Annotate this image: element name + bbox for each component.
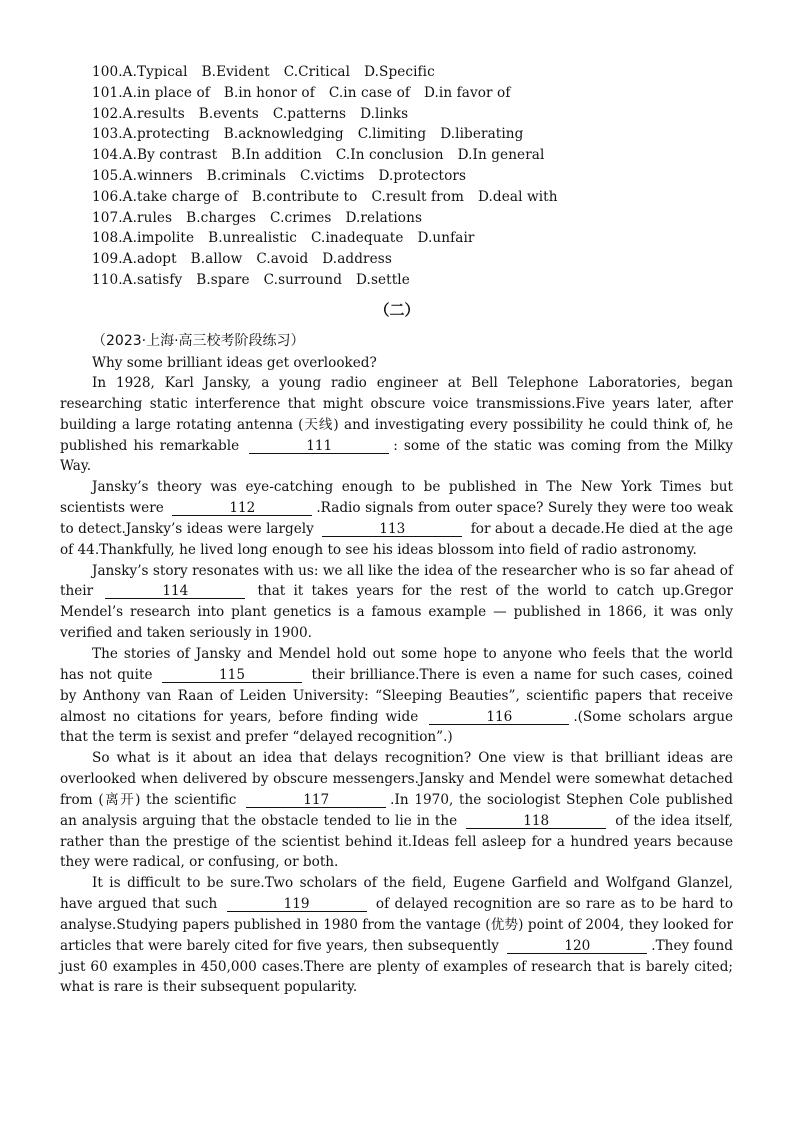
option-row-107 — [92, 208, 752, 229]
question-number: 105. — [92, 167, 123, 184]
choice-d: D.Specific — [364, 64, 435, 80]
paragraph — [60, 644, 733, 748]
choice-b: B.spare — [196, 271, 250, 288]
paragraph — [60, 561, 733, 644]
text-run: .They found just 60 examples in 450,000 cases.There are plenty of examples of research that is barely cited; what is rare is their subsequent popularity. — [60, 937, 733, 996]
choice-d: D.settle — [356, 271, 410, 288]
option-row-108 — [92, 228, 752, 249]
question-number: 100. — [92, 64, 123, 80]
option-row-105 — [92, 166, 752, 187]
text-run: Jansky’s story resonates with us: we all like the idea of the researcher who is so far ahead of their — [60, 562, 733, 600]
section-title: （二） — [374, 301, 420, 319]
choice-c: C.In conclusion — [335, 147, 444, 164]
choice-b: B.charges — [186, 209, 257, 226]
choice-d: D.protectors — [378, 167, 467, 184]
choice-d: D.links — [360, 105, 409, 122]
source-note: （2023·上海·高三校考阶段练习） — [92, 333, 305, 349]
choice-c: C.result from — [371, 188, 464, 205]
passage-title: Why some brilliant ideas get overlooked? — [92, 355, 377, 371]
question-number: 108. — [92, 230, 123, 247]
blank-114[interactable]: 114 — [105, 584, 245, 599]
choice-d: D.liberating — [440, 126, 524, 143]
text-run: of the idea itself, rather than the prestige of the scientist behind it.Ideas fell asleep for a hundred years because they were radical, or confusing, or both. — [60, 812, 733, 871]
choice-b: B.in honor of — [223, 84, 315, 101]
text-run: .In 1970, the sociologist Stephen Cole published an analysis arguing that the obstacle tended to lie in the — [60, 791, 734, 829]
choice-c: C.surround — [263, 271, 343, 288]
question-number: 110. — [92, 271, 123, 288]
choice-b: B.contribute to — [251, 188, 358, 205]
choice-a: A.rules — [122, 209, 173, 226]
passage-body — [60, 373, 733, 998]
option-row-100 — [92, 62, 752, 83]
blank-116[interactable]: 116 — [429, 710, 569, 725]
option-row-106 — [92, 187, 752, 208]
text-run: Jansky’s theory was eye-catching enough to be published in The New York Times but scientists were — [60, 479, 733, 517]
choice-d: D.deal with — [478, 188, 558, 205]
paragraph — [60, 873, 733, 998]
option-row-102 — [92, 104, 752, 125]
choice-b: B.Evident — [201, 64, 270, 80]
text-run: The stories of Jansky and Mendel hold out some hope to anyone who feels that the world has not quite — [60, 645, 733, 683]
choice-a: A.take charge of — [122, 188, 238, 205]
text-run: their brilliance.There is even a name for such cases, coined by Anthony van Raan of Leiden University: “Sleeping Beauties”, scientific papers that receive almost no citations for years, before finding wide — [60, 666, 733, 725]
text-run: : some of the static was coming from the Milky Way. — [60, 437, 733, 475]
text-run: In 1928, Karl Jansky, a young radio engineer at Bell Telephone Laboratories, began researching static interference that might obscure voice transmissions.Five years later, after building a large rotating antenna (天线) and investigating every possibility he could think of, he published his remarkable — [60, 375, 733, 454]
blank-118[interactable]: 118 — [466, 814, 606, 829]
choice-d: D.relations — [345, 209, 423, 226]
choice-b: B.criminals — [206, 167, 287, 184]
choice-d: D.unfair — [417, 230, 475, 247]
option-row-101 — [92, 83, 752, 104]
question-number: 102. — [92, 105, 123, 122]
text-run: that it takes years for the rest of the world to catch up.Gregor Mendel’s research into plant genetics is a famous example — published in 1866, it was only verified and taken seriously in 1900. — [60, 583, 733, 642]
text-run: It is difficult to be sure.Two scholars of the field, Eugene Garfield and Wolfgand Glanzel, have argued that such — [60, 875, 733, 913]
blank-113[interactable]: 113 — [322, 522, 462, 537]
choice-c: C.limiting — [357, 126, 427, 143]
choice-c: C.inadequate — [311, 230, 404, 247]
choice-a: A.impolite — [122, 230, 195, 247]
choice-c: C.in case of — [328, 84, 410, 101]
choice-a: A.winners — [122, 167, 193, 184]
text-run: So what is it about an idea that delays recognition? One view is that brilliant ideas are overlooked when delivered by obscure messengers.Jansky and Mendel were somewhat detached from (离开) the scientific — [60, 750, 733, 808]
blank-115[interactable]: 115 — [162, 668, 302, 683]
paragraph — [60, 477, 733, 560]
option-row-110 — [92, 270, 752, 291]
question-number: 107. — [92, 209, 123, 226]
question-number: 104. — [92, 147, 123, 164]
question-number: 101. — [92, 84, 123, 101]
choice-d: D.in favor of — [423, 84, 511, 101]
option-row-104 — [92, 145, 752, 166]
text-run: .(Some scholars argue that the term is sexist and prefer “delayed recognition”.) — [60, 708, 733, 746]
question-number: 106. — [92, 188, 123, 205]
choice-b: B.events — [198, 105, 259, 122]
blank-117[interactable]: 117 — [246, 793, 386, 808]
paragraph — [60, 373, 733, 477]
paragraph — [60, 748, 733, 873]
text-run: .Radio signals from outer space? Surely they were too weak to detect.Jansky’s ideas were largely — [60, 500, 733, 537]
choice-c: C.crimes — [270, 209, 332, 226]
question-number: 103. — [92, 126, 123, 143]
question-number: 109. — [92, 251, 123, 268]
choice-a: A.satisfy — [122, 271, 183, 288]
choice-a: A.results — [122, 105, 185, 122]
choice-d: D.In general — [457, 147, 545, 164]
choice-c: C.Critical — [283, 64, 351, 80]
choice-c: C.avoid — [256, 251, 309, 268]
blank-119[interactable]: 119 — [227, 897, 367, 912]
text-run: of delayed recognition are so rare as to be hard to analyse.Studying papers published in 1980 from the vantage (优势) point of 2004, they looked for articles that were barely cited for five years, then subsequently — [60, 896, 734, 954]
option-row-103 — [92, 124, 752, 145]
choice-a: A.Typical — [122, 64, 188, 80]
text-run: for about a decade.He died at the age of 44.Thankfully, he lived long enough to see his ideas blossom into field of radio astronomy. — [60, 520, 733, 558]
blank-112[interactable]: 112 — [172, 501, 312, 516]
choice-b: B.acknowledging — [223, 126, 344, 143]
choice-c: C.victims — [300, 167, 365, 184]
choice-a: A.By contrast — [122, 147, 218, 164]
choice-b: B.unrealistic — [208, 230, 298, 247]
choice-b: B.In addition — [231, 147, 322, 164]
option-row-109 — [92, 249, 752, 270]
choice-c: C.patterns — [272, 105, 347, 122]
blank-120[interactable]: 120 — [507, 939, 647, 954]
choice-a: A.protecting — [122, 126, 210, 143]
choice-a: A.in place of — [122, 84, 210, 101]
choice-a: A.adopt — [122, 251, 177, 268]
blank-111[interactable]: 111 — [249, 439, 389, 454]
answer-options-list — [92, 62, 752, 291]
choice-d: D.address — [322, 251, 392, 268]
choice-b: B.allow — [190, 251, 243, 268]
